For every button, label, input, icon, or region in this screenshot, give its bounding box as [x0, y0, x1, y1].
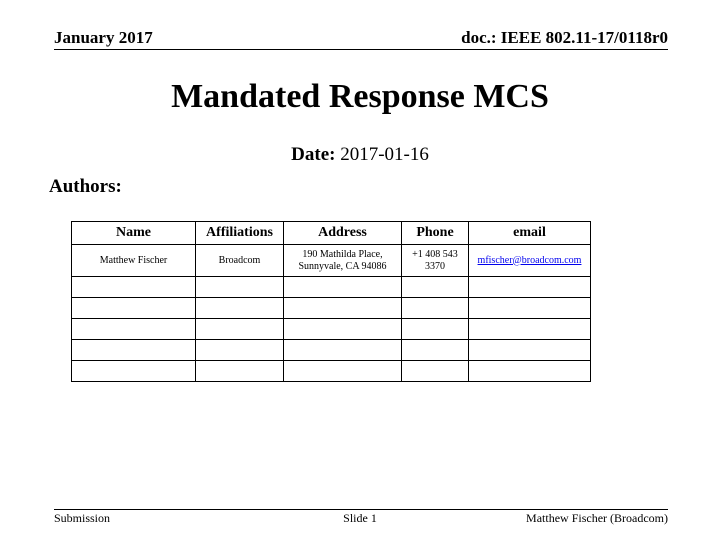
table-cell — [196, 340, 284, 361]
table-row — [72, 277, 591, 298]
footer-submission: Submission — [54, 511, 111, 525]
authors-table — [71, 221, 591, 382]
date-label: Date: — [291, 144, 336, 165]
table-cell — [402, 361, 469, 382]
table-cell — [72, 319, 196, 340]
table-cell — [284, 319, 402, 340]
table-cell — [469, 361, 591, 382]
table-cell — [402, 340, 469, 361]
author-name: Matthew Fischer — [72, 245, 196, 277]
col-header-affiliations: Affiliations — [196, 222, 284, 245]
table-cell — [196, 361, 284, 382]
table-cell — [284, 361, 402, 382]
table-row — [72, 319, 591, 340]
table-cell — [72, 298, 196, 319]
table-cell — [469, 319, 591, 340]
table-cell — [469, 277, 591, 298]
table-cell — [72, 340, 196, 361]
author-phone: +1 408 543 3370 — [402, 245, 469, 277]
table-cell — [196, 277, 284, 298]
table-cell — [72, 361, 196, 382]
table-cell — [402, 277, 469, 298]
author-email-link[interactable]: mfischer@broadcom.com — [469, 245, 591, 277]
author-affiliation: Broadcom — [196, 245, 284, 277]
table-row — [72, 245, 591, 277]
table-row — [72, 340, 591, 361]
table-cell — [72, 277, 196, 298]
authors-label: Authors: — [49, 176, 122, 197]
col-header-name: Name — [72, 222, 196, 245]
table-cell — [284, 340, 402, 361]
header-date: January 2017 — [54, 28, 153, 47]
table-cell — [196, 319, 284, 340]
table-row — [72, 361, 591, 382]
table-cell — [402, 298, 469, 319]
date-line — [0, 144, 720, 166]
table-cell — [196, 298, 284, 319]
table-cell — [284, 298, 402, 319]
footer-author: Matthew Fischer (Broadcom) — [526, 511, 668, 525]
header-divider — [54, 49, 668, 50]
table-cell — [284, 277, 402, 298]
author-address: 190 Mathilda Place, Sunnyvale, CA 94086 — [284, 245, 402, 277]
col-header-email: email — [469, 222, 591, 245]
header-doc-id: doc.: IEEE 802.11-17/0118r0 — [461, 28, 668, 47]
footer-slide-number: Slide 1 — [343, 511, 377, 525]
date-value: 2017-01-16 — [340, 144, 429, 165]
col-header-address: Address — [284, 222, 402, 245]
col-header-phone: Phone — [402, 222, 469, 245]
slide-title: Mandated Response MCS — [171, 78, 549, 115]
table-row — [72, 298, 591, 319]
table-cell — [469, 340, 591, 361]
table-cell — [402, 319, 469, 340]
footer-divider — [54, 509, 668, 510]
table-cell — [469, 298, 591, 319]
table-header-row — [72, 222, 591, 245]
